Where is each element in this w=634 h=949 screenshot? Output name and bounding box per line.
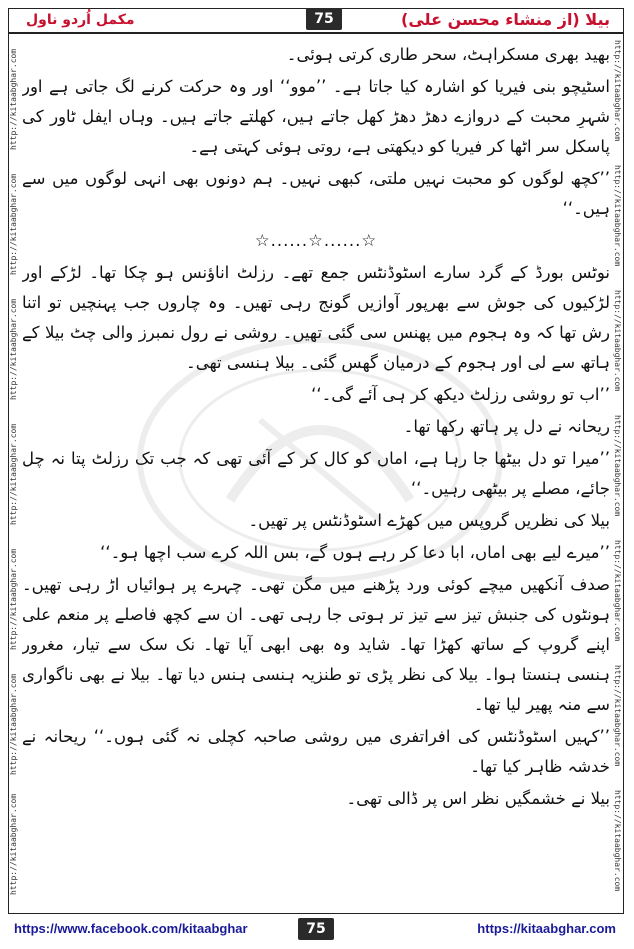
paragraph: نوٹس بورڈ کے گرد سارے اسٹوڈنٹس جمع تھے۔ رزلٹ اناؤنس ہو چکا تھا۔ لڑکے اور لڑکیوں کی جوش سے بھرپور آوازیں گونج رہی تھیں۔ وہ چاروں جب پہنچیں تو اتنا رش تھا کہ وہ ہجوم میں پھنس سی گئی تھیں۔ روشی نے رول نمبرز والی چٹ بیلا کے ہاتھ سے لی اور ہجوم کے درمیان گھس گئی۔ بیلا ہنسی تھی۔ <box>22 263 610 372</box>
facebook-link[interactable]: https://www.facebook.com/kitaabghar <box>14 921 248 936</box>
paragraph: بیلا نے خشمگیں نظر اس پر ڈالی تھی۔ <box>346 789 610 808</box>
novel-label: مکمل اُردو ناول <box>26 12 135 28</box>
quote-paragraph: ’’اب تو روشی رزلٹ دیکھ کر ہی آئے گی۔‘‘ <box>311 385 610 404</box>
side-url[interactable]: http://kitaabghar.com <box>9 173 18 275</box>
side-url[interactable]: http://kitaabghar.com <box>613 415 622 517</box>
page-footer <box>8 918 624 944</box>
side-url[interactable]: http://kitaabghar.com <box>9 423 18 525</box>
quote-paragraph: ’’میرے لیے بھی اماں، ابا دعا کر رہے ہوں گے، بس اللہ کرے سب اچھا ہو۔‘‘ <box>100 543 610 562</box>
quote-paragraph: ’’کچھ لوگوں کو محبت نہیں ملتی، کبھی نہیں۔ ہم دونوں بھی انہی لوگوں میں سے ہیں۔‘‘ <box>22 169 610 218</box>
paragraph: ریحانہ نے دل پر ہاتھ رکھا تھا۔ <box>403 417 610 436</box>
paragraph: بھید بھری مسکراہٹ، سحر طاری کرتی ہوئی۔ <box>286 45 610 64</box>
section-separator: ☆......☆......☆ <box>254 231 378 250</box>
side-url[interactable]: http://kitaabghar.com <box>9 298 18 400</box>
side-url[interactable]: http://kitaabghar.com <box>613 665 622 767</box>
side-url[interactable]: http://kitaabghar.com <box>9 793 18 895</box>
side-url[interactable]: http://kitaabghar.com <box>9 48 18 150</box>
quote-paragraph: ’’میرا تو دل بیٹھا جا رہا ہے، اماں کو کال کر کے آئی تھی کہ جب تک رزلٹ پتا نہ چل جائے، مصلے پر بیٹھی رہیں۔‘‘ <box>22 449 610 498</box>
paragraph: اسٹیچو بنی فیریا کو اشارہ کیا جاتا ہے۔ ’’موو‘‘ اور وہ حرکت کرنے لگ جاتی ہے اور شہرِ محبت کے دروازے دھڑ دھڑ کھل جاتے ہیں، کھلتے جاتے ہیں۔ وہاں ایفل ٹاور کی پاسکل سر اٹھا کر فیریا کو دیکھتی ہے، روتی ہوئی کہتی ہے۔ <box>22 77 610 156</box>
footer-page-number: 75 <box>298 918 334 940</box>
header-page-number: 75 <box>306 8 342 30</box>
side-url[interactable]: http://kitaabghar.com <box>613 40 622 142</box>
quote-paragraph: ’’کہیں اسٹوڈنٹس کی افراتفری میں روشی صاحبہ کچلی نہ گئی ہوں۔‘‘ ریحانہ نے خدشہ ظاہر کیا تھا۔ <box>22 727 610 776</box>
page-header <box>8 8 624 34</box>
side-url[interactable]: http://kitaabghar.com <box>613 290 622 392</box>
paragraph: بیلا کی نظریں گروپس میں کھڑے اسٹوڈنٹس پر تھیں۔ <box>248 511 610 530</box>
side-url[interactable]: http://kitaabghar.com <box>613 790 622 892</box>
side-url[interactable]: http://kitaabghar.com <box>613 165 622 267</box>
side-url[interactable]: http://kitaabghar.com <box>613 540 622 642</box>
article-body <box>22 40 610 908</box>
website-link[interactable]: https://kitaabghar.com <box>477 921 616 936</box>
paragraph: صدف آنکھیں میچے کوئی ورد پڑھنے میں مگن تھی۔ چہرے پر ہوائیاں اڑ رہی تھیں۔ ہونٹوں کی جنبش تیز سے تیز تر ہوتی جا رہی تھی۔ ان سے کچھ فاصلے پر منعم علی اپنے گروپ کے ساتھ کھڑا تھا۔ شاید وہ بھی ابھی آیا تھا۔ نک سک سے تیار، مغرور ہنسی ہنستا ہوا۔ بیلا کی نظر پڑی تو طنزیہ ہنسی ہنس دیا تھا۔ بیلا نے بھی ناگواری سے منہ پھیر لیا تھا۔ <box>22 575 610 714</box>
side-url[interactable]: http://kitaabghar.com <box>9 548 18 650</box>
book-title: بیلا (از منشاء محسن علی) <box>401 10 610 29</box>
side-url[interactable]: http://kitaabghar.com <box>9 673 18 775</box>
